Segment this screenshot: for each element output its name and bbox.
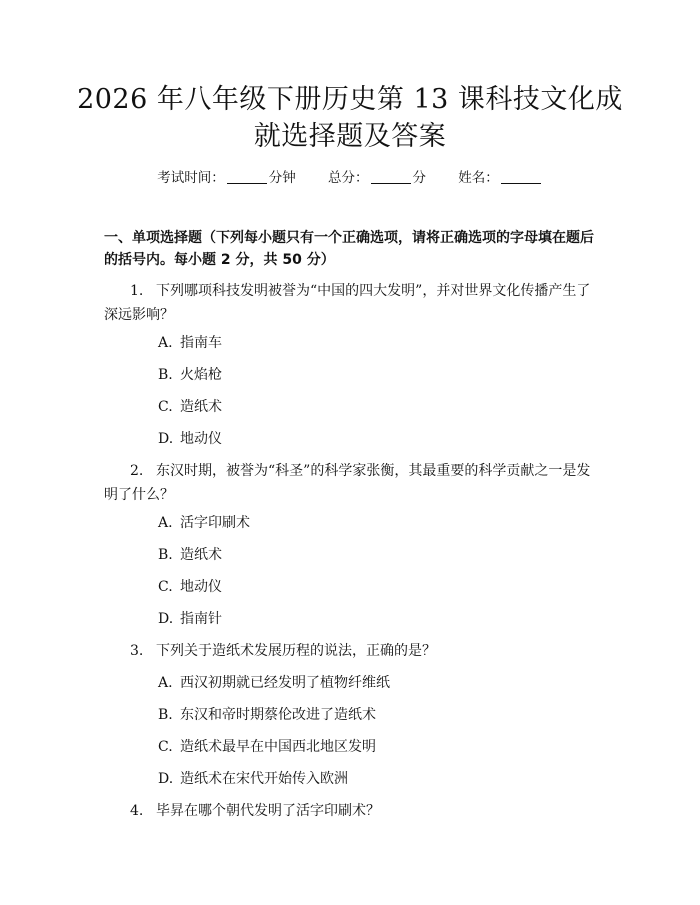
time-label: 考试时间： <box>157 170 225 186</box>
option-text: 造纸术在宋代开始传入欧洲 <box>180 771 348 787</box>
question-2-option-b <box>158 545 222 565</box>
question-2 <box>104 459 604 507</box>
question-2-option-c <box>158 577 222 597</box>
question-text-line-1: 毕昇在哪个朝代发明了活字印刷术？ <box>156 803 380 819</box>
option-text: 地动仪 <box>180 431 222 447</box>
option-letter: C. <box>158 399 173 415</box>
option-text: 活字印刷术 <box>180 515 250 531</box>
section-heading: 一、单项选择题（下列每小题只有一个正确选项，请将正确选项的字母填在题后的括号内。每小题 2 分，共 50 分） <box>104 230 594 268</box>
question-3-option-b <box>158 705 376 725</box>
question-text-line-2: 明了什么？ <box>104 487 174 503</box>
option-text: 造纸术 <box>180 399 222 415</box>
exam-time <box>157 169 296 187</box>
time-blank <box>227 171 267 184</box>
option-text: 西汉初期就已经发明了植物纤维纸 <box>180 675 390 691</box>
question-4 <box>104 799 604 823</box>
name-label: 姓名： <box>458 170 499 186</box>
question-2-option-d <box>158 609 222 629</box>
option-text: 造纸术最早在中国西北地区发明 <box>180 739 376 755</box>
option-text: 地动仪 <box>180 579 222 595</box>
option-letter: B. <box>158 547 173 563</box>
option-letter: B. <box>158 367 173 383</box>
time-unit: 分钟 <box>268 170 296 186</box>
question-number: 3. <box>130 643 144 659</box>
option-text: 火焰枪 <box>180 367 222 383</box>
exam-score <box>328 169 426 187</box>
option-letter: D. <box>158 771 174 787</box>
score-unit: 分 <box>412 170 426 186</box>
question-number: 2. <box>130 463 144 479</box>
question-1-option-a <box>158 333 222 353</box>
question-3-option-c <box>158 737 376 757</box>
document-title-line-2: 就选择题及答案 <box>253 121 447 152</box>
question-text-line-1: 东汉时期，被誉为“科圣”的科学家张衡，其最重要的科学贡献之一是发 <box>156 463 591 479</box>
question-text-line-1: 下列哪项科技发明被誉为“中国的四大发明”，并对世界文化传播产生了 <box>156 283 591 299</box>
question-3-option-d <box>158 769 348 789</box>
question-1-option-c <box>158 397 222 417</box>
option-letter: A. <box>158 335 173 351</box>
question-2-option-a <box>158 513 250 533</box>
question-1 <box>104 279 604 327</box>
option-letter: A. <box>158 675 173 691</box>
question-text-line-2: 深远影响？ <box>104 307 174 323</box>
option-letter: A. <box>158 515 173 531</box>
score-blank <box>371 171 411 184</box>
option-text: 指南车 <box>180 335 222 351</box>
option-letter: C. <box>158 739 173 755</box>
option-text: 造纸术 <box>180 547 222 563</box>
option-letter: B. <box>158 707 173 723</box>
question-1-option-d <box>158 429 222 449</box>
question-number: 1. <box>130 283 144 299</box>
exam-name <box>458 169 543 187</box>
exam-meta-row <box>0 169 700 187</box>
option-text: 指南针 <box>180 611 222 627</box>
question-3-option-a <box>158 673 390 693</box>
document-title-line-1: 2026 年八年级下册历史第 13 课科技文化成 <box>77 84 623 115</box>
option-text: 东汉和帝时期蔡伦改进了造纸术 <box>180 707 376 723</box>
question-number: 4. <box>130 803 144 819</box>
score-label: 总分： <box>328 170 369 186</box>
option-letter: D. <box>158 431 174 447</box>
name-blank <box>501 171 541 184</box>
question-text-line-1: 下列关于造纸术发展历程的说法，正确的是？ <box>156 643 436 659</box>
option-letter: C. <box>158 579 173 595</box>
question-1-option-b <box>158 365 222 385</box>
option-letter: D. <box>158 611 174 627</box>
question-3 <box>104 639 604 663</box>
